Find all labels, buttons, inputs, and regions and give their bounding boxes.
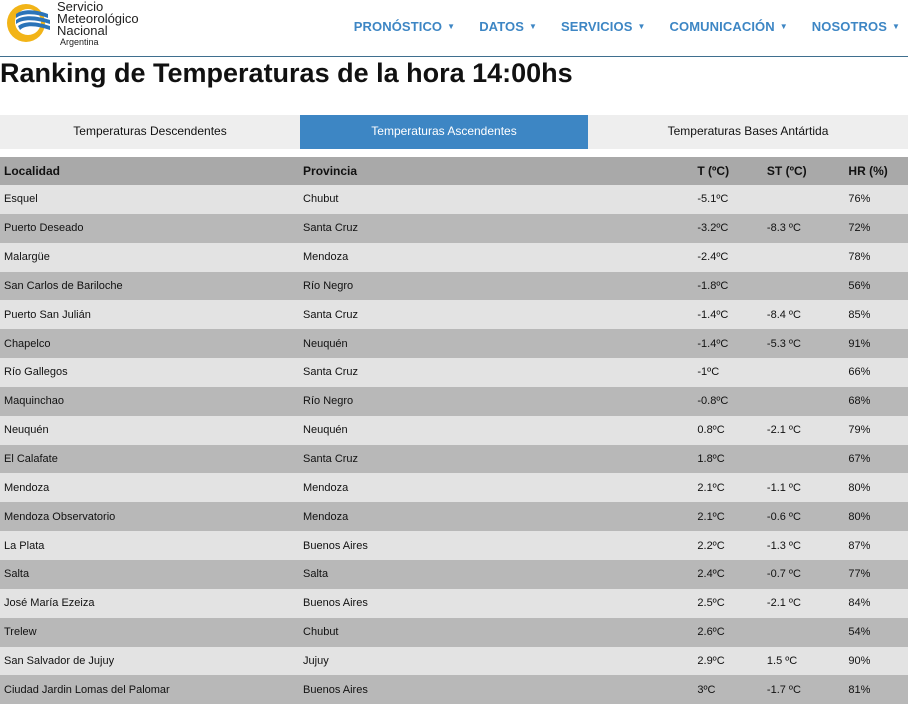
tab-bases-antartida[interactable]: Temperaturas Bases Antártida <box>667 124 829 138</box>
cell-sensacion-termica: -0.6 ºC <box>766 510 801 523</box>
table-row <box>0 589 908 618</box>
cell-sensacion-termica: -5.3 ºC <box>766 337 801 350</box>
cell-humedad: 66% <box>848 366 871 379</box>
table-row <box>0 647 908 676</box>
cell-sensacion-termica: -8.3 ºC <box>766 222 801 235</box>
cell-localidad: El Calafate <box>4 453 58 466</box>
cell-humedad: 72% <box>848 222 871 235</box>
nav-pronostico-label: PRONÓSTICO <box>353 19 443 34</box>
cell-temperatura: 2.5ºC <box>697 597 725 610</box>
cell-provincia: Buenos Aires <box>303 539 368 552</box>
cell-provincia: Jujuy <box>303 654 329 667</box>
cell-temperatura: -5.1ºC <box>697 193 729 206</box>
table-row <box>0 387 908 416</box>
tab-descendentes[interactable]: Temperaturas Descendentes <box>73 124 227 138</box>
cell-temperatura: 2.9ºC <box>697 654 725 667</box>
cell-provincia: Río Negro <box>303 279 354 292</box>
cell-localidad: Chapelco <box>4 337 51 350</box>
cell-localidad: Río Gallegos <box>4 366 68 379</box>
cell-temperatura: 2.1ºC <box>697 481 725 494</box>
table-row <box>0 502 908 531</box>
cell-temperatura: 0.8ºC <box>697 424 725 437</box>
nav-comunicacion[interactable] <box>670 19 788 34</box>
table-row <box>0 185 908 214</box>
cell-provincia: Mendoza <box>303 481 349 494</box>
cell-temperatura: -1.4ºC <box>697 337 729 350</box>
cell-humedad: 77% <box>848 568 871 581</box>
cell-humedad: 54% <box>848 626 871 639</box>
column-header-humedad[interactable]: HR (%) <box>848 164 888 178</box>
logo-line-2: Meteorológico <box>57 11 139 26</box>
logo-line-4: Argentina <box>60 37 99 47</box>
cell-provincia: Santa Cruz <box>303 308 359 321</box>
cell-provincia: Mendoza <box>303 251 349 264</box>
cell-humedad: 80% <box>848 481 871 494</box>
cell-temperatura: -0.8ºC <box>697 395 729 408</box>
cell-temperatura: -1.8ºC <box>697 279 729 292</box>
nav-comunicacion-label: COMUNICACIÓN <box>669 19 775 34</box>
cell-localidad: Mendoza <box>4 481 50 494</box>
cell-sensacion-termica: -8.4 ºC <box>766 308 801 321</box>
cell-provincia: Río Negro <box>303 395 354 408</box>
cell-temperatura: -3.2ºC <box>697 222 729 235</box>
nav-servicios[interactable] <box>561 19 646 34</box>
cell-sensacion-termica: -1.3 ºC <box>766 539 801 552</box>
table-row <box>0 445 908 474</box>
cell-humedad: 80% <box>848 510 871 523</box>
caret-down-icon: ▼ <box>637 22 646 31</box>
column-header-provincia[interactable]: Provincia <box>303 164 358 178</box>
cell-temperatura: -2.4ºC <box>697 251 729 264</box>
cell-localidad: Mendoza Observatorio <box>4 510 116 523</box>
cell-provincia: Santa Cruz <box>303 222 359 235</box>
table-row <box>0 618 908 647</box>
caret-down-icon: ▼ <box>529 22 538 31</box>
cell-temperatura: 1.8ºC <box>697 453 725 466</box>
cell-humedad: 90% <box>848 654 871 667</box>
caret-down-icon: ▼ <box>891 22 900 31</box>
page-title: Ranking de Temperaturas de la hora 14:00hs <box>0 58 573 88</box>
cell-humedad: 67% <box>848 453 871 466</box>
table-row <box>0 560 908 589</box>
cell-sensacion-termica: -2.1 ºC <box>766 597 801 610</box>
table-row <box>0 243 908 272</box>
table-row <box>0 329 908 358</box>
cell-localidad: San Carlos de Bariloche <box>4 279 123 292</box>
cell-localidad: Malargüe <box>4 251 50 264</box>
smn-logo[interactable] <box>4 0 154 46</box>
caret-down-icon: ▼ <box>779 22 788 31</box>
cell-humedad: 85% <box>848 308 871 321</box>
cell-provincia: Chubut <box>303 193 339 206</box>
cell-localidad: Trelew <box>4 626 37 639</box>
cell-humedad: 81% <box>848 683 871 696</box>
column-header-localidad[interactable]: Localidad <box>4 164 61 178</box>
cell-sensacion-termica: -0.7 ºC <box>766 568 801 581</box>
main-nav <box>354 19 900 34</box>
table-row <box>0 272 908 301</box>
table-body <box>0 185 908 704</box>
nav-datos-label: DATOS <box>479 19 524 34</box>
cell-provincia: Neuquén <box>303 424 348 437</box>
cell-humedad: 78% <box>848 251 871 264</box>
cell-localidad: Maquinchao <box>4 395 64 408</box>
cell-provincia: Salta <box>303 568 329 581</box>
cell-provincia: Buenos Aires <box>303 683 368 696</box>
cell-provincia: Santa Cruz <box>303 453 359 466</box>
cell-humedad: 68% <box>848 395 871 408</box>
cell-localidad: Puerto Deseado <box>4 222 84 235</box>
ranking-table <box>0 157 908 704</box>
table-row <box>0 531 908 560</box>
smn-logo-icon <box>4 0 54 46</box>
cell-provincia: Buenos Aires <box>303 597 368 610</box>
cell-sensacion-termica: -2.1 ºC <box>766 424 801 437</box>
table-row <box>0 300 908 329</box>
cell-localidad: La Plata <box>4 539 45 552</box>
cell-temperatura: 2.1ºC <box>697 510 725 523</box>
caret-down-icon: ▼ <box>447 22 456 31</box>
cell-temperatura: 2.6ºC <box>697 626 725 639</box>
cell-humedad: 84% <box>848 597 871 610</box>
column-header-sensacion-termica[interactable]: ST (ºC) <box>766 164 807 178</box>
cell-localidad: San Salvador de Jujuy <box>4 654 115 667</box>
cell-localidad: Puerto San Julián <box>4 308 91 321</box>
cell-localidad: Ciudad Jardin Lomas del Palomar <box>4 683 170 696</box>
table-header-row <box>0 157 908 185</box>
nav-nosotros-label: NOSOTROS <box>811 19 887 34</box>
cell-humedad: 56% <box>848 279 871 292</box>
cell-provincia: Santa Cruz <box>303 366 359 379</box>
nav-nosotros[interactable] <box>812 19 900 34</box>
cell-localidad: José María Ezeiza <box>4 597 95 610</box>
cell-sensacion-termica: -1.7 ºC <box>766 683 801 696</box>
table-row <box>0 416 908 445</box>
cell-localidad: Salta <box>4 568 30 581</box>
nav-datos[interactable] <box>479 19 537 34</box>
cell-temperatura: 2.2ºC <box>697 539 725 552</box>
cell-sensacion-termica: -1.1 ºC <box>766 481 801 494</box>
logo-line-3: Nacional <box>57 23 108 38</box>
cell-provincia: Neuquén <box>303 337 348 350</box>
nav-servicios-label: SERVICIOS <box>561 19 633 34</box>
cell-sensacion-termica: 1.5 ºC <box>766 654 798 667</box>
cell-temperatura: -1.4ºC <box>697 308 729 321</box>
cell-localidad: Esquel <box>4 193 38 206</box>
tab-ascendentes[interactable]: Temperaturas Ascendentes <box>300 115 588 149</box>
cell-localidad: Neuquén <box>4 424 49 437</box>
logo-line-1: Servicio <box>57 0 104 14</box>
cell-temperatura: 2.4ºC <box>697 568 725 581</box>
cell-humedad: 79% <box>848 424 871 437</box>
nav-pronostico[interactable] <box>354 19 455 34</box>
table-row <box>0 358 908 387</box>
cell-temperatura: 3ºC <box>697 683 716 696</box>
site-header <box>0 0 908 57</box>
column-header-temperatura[interactable]: T (ºC) <box>697 164 730 178</box>
table-row <box>0 675 908 704</box>
table-row <box>0 214 908 243</box>
cell-temperatura: -1ºC <box>697 366 720 379</box>
tab-bar <box>0 115 908 149</box>
logo-text <box>57 1 139 49</box>
cell-provincia: Mendoza <box>303 510 349 523</box>
cell-humedad: 76% <box>848 193 871 206</box>
cell-provincia: Chubut <box>303 626 339 639</box>
cell-humedad: 87% <box>848 539 871 552</box>
table-row <box>0 473 908 502</box>
cell-humedad: 91% <box>848 337 871 350</box>
